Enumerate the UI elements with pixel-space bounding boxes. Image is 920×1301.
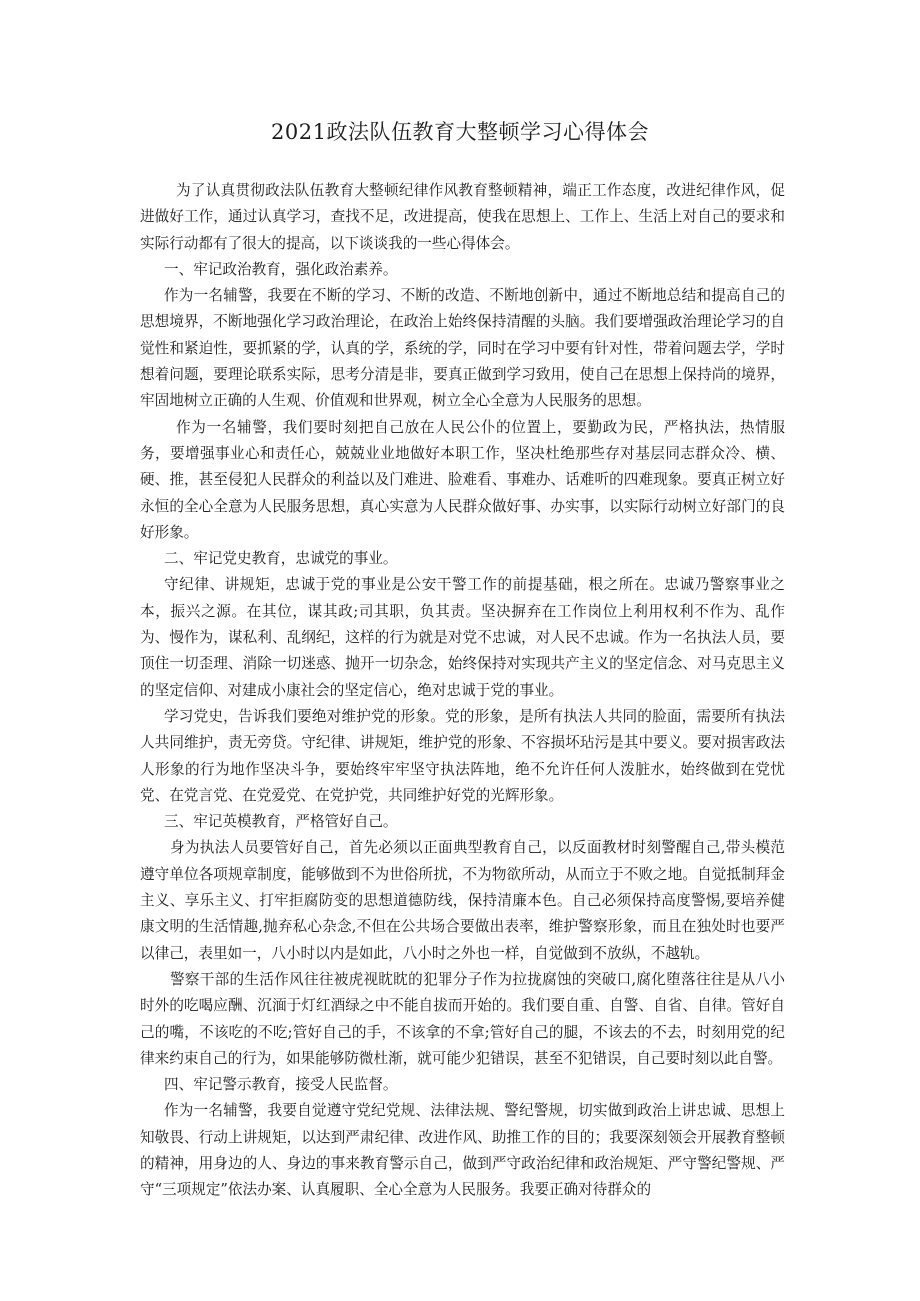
paragraph-intro: 为了认真贯彻政法队伍教育大整顿纪律作风教育整顿精神，端正工作态度，改进纪律作风，促进做好工作，通过认真学习，查找不足，改进提高，使我在思想上、工作上、生活上对自己的要求和实际行动都有了很大的提高，以下谈谈我的一些心得体会。 xyxy=(140,182,785,252)
paragraph: 作为一名辅警，我要自觉遵守党纪党规、法律法规、警纪警规，切实做到政治上讲忠诚、思想上知敬畏、行动上讲规矩，以达到严肃纪律、改进作风、助推工作的目的；我要深刻领会开展教育整顿的精神，用身边的人、身边的事来教育警示自己，做到严守政治纪律和政治规矩、严守警纪警规、严守“三项规定”依法办案、认真履职、全心全意为人民服务。我要正确对待群众的 xyxy=(140,1102,785,1199)
paragraph: 警察干部的生活作风往往被虎视眈眈的犯罪分子作为拉拢腐蚀的突破口,腐化堕落往往是从八小时外的吃喝应酬、沉湎于灯红酒绿之中不能自拔而开始的。我们要自重、自警、自省、自律。管好自己的嘴，不该吃的不吃;管好自己的手，不该拿的不拿;管好自己的腿，不该去的不去，时刻用党的纪律来约束自己的行为，如果能够防微杜渐，就可能少犯错误，甚至不犯错误，自己要时刻以此自警。 xyxy=(140,970,785,1067)
document-title: 2021政法队伍教育大整顿学习心得体会 xyxy=(271,120,649,144)
section-heading-1: 一、牢记政治教育，强化政治素养。 xyxy=(164,260,398,278)
section-heading-3: 三、牢记英模教育，严格管好自己。 xyxy=(164,813,398,831)
paragraph: 身为执法人员要管好自己，首先必须以正面典型教育自己，以反面教材时刻警醒自己,带头模范遵守单位各项规章制度，能够做到不为世俗所扰，不为物欲所动，从而立于不败之地。自觉抵制拜金主义、享乐主义、打牢拒腐防变的思想道德防线，保持清廉本色。自己必须保持高度警惕,要培养健康文明的生活情趣,抛弃私心杂念,不但在公共场合要做出表率，维护警察形象，而且在独处时也要严以律己，表里如一，八小时以内是如此，八小时之外也一样，自觉做到不放纵，不越轨。 xyxy=(140,839,785,962)
section-heading-4: 四、牢记警示教育，接受人民监督。 xyxy=(164,1076,398,1094)
document-body xyxy=(140,178,785,1204)
paragraph: 作为一名辅警，我要在不断的学习、不断的改造、不断地创新中，通过不断地总结和提高自己的思想境界，不断地强化学习政治理论，在政治上始终保持清醒的头脑。我们要增强政治理论学习的自觉性和紧迫性，要抓紧的学，认真的学，系统的学，同时在学习中要有针对性，带着问题去学，学时想着问题，要理论联系实际，思考分清是非，要真正做到学习致用，使自己在思想上保持尚的境界，牢固地树立正确的人生观、价值观和世界观，树立全心全意为人民服务的思想。 xyxy=(140,287,785,410)
paragraph: 守纪律、讲规矩，忠诚于党的事业是公安干警工作的前提基础，根之所在。忠诚乃警察事业之本，振兴之源。在其位，谋其政;司其职，负其责。坚决摒弃在工作岗位上利用权利不作为、乱作为、慢作为，谋私利、乱纲纪，这样的行为就是对党不忠诚，对人民不忠诚。作为一名执法人员，要顶住一切歪理、消除一切迷惑、抛开一切杂念，始终保持对实现共产主义的坚定信念、对马克思主义的坚定信仰、对建成小康社会的坚定信心，绝对忠诚于党的事业。 xyxy=(140,576,785,699)
section-heading-2: 二、牢记党史教育，忠诚党的事业。 xyxy=(164,550,398,568)
paragraph: 学习党史，告诉我们要绝对维护党的形象。党的形象，是所有执法人共同的脸面，需要所有执法人共同维护，责无旁贷。守纪律、讲规矩，维护党的形象、不容损坏玷污是其中要义。要对损害政法人形象的行为地作坚决斗争，要始终牢牢坚守执法阵地，绝不允许任何人泼脏水，始终做到在党忧党、在党言党、在党爱党、在党护党，共同维护好党的光辉形象。 xyxy=(140,707,785,804)
paragraph: 作为一名辅警，我们要时刻把自己放在人民公仆的位置上，要勤政为民，严格执法，热情服务，要增强事业心和责任心，兢兢业业地做好本职工作，坚决杜绝那些存对基层同志群众冷、横、硬、推，甚至侵犯人民群众的利益以及门难进、脸难看、事难办、话难听的四难现象。要真正树立好永恒的全心全意为人民服务思想，真心实意为人民群众做好事、办实事，以实际行动树立好部门的良好形象。 xyxy=(140,418,785,541)
